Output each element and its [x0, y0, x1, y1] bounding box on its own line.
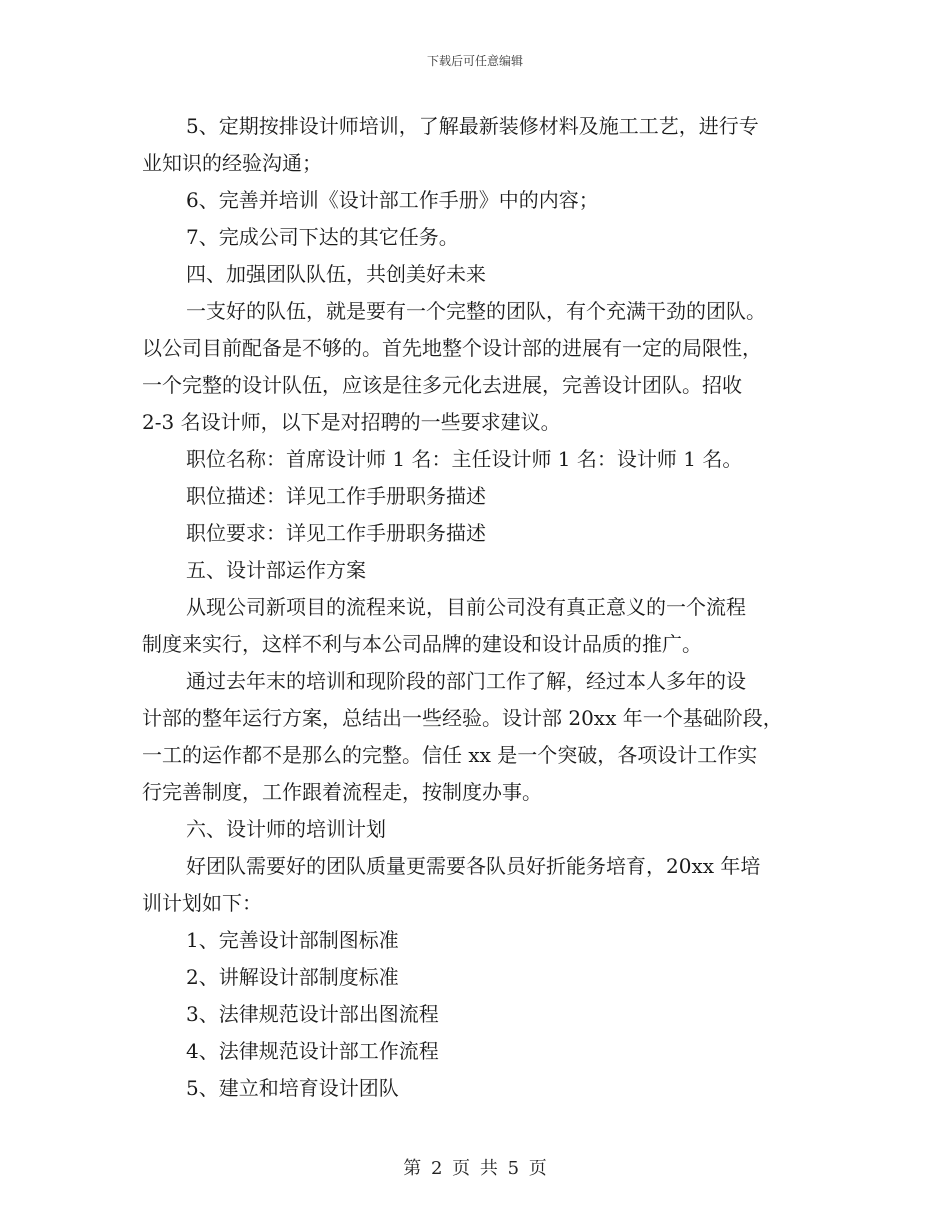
- document-body: [142, 108, 812, 1107]
- text-line: 职位描述：详见工作手册职务描述: [186, 484, 486, 508]
- text-line: 2、讲解设计部制度标准: [186, 965, 399, 989]
- text-line: 4、法律规范设计部工作流程: [186, 1039, 439, 1063]
- page-number: 第 2 页 共 5 页: [403, 1158, 547, 1179]
- text-line: 五、设计部运作方案: [186, 558, 366, 582]
- text-line: 一工的运作都不是那么的完整。信任 xx 是一个突破，各项设计工作实: [142, 743, 758, 767]
- page-header: 下载后可任意编辑: [426, 54, 523, 68]
- text-line: 好团队需要好的团队质量更需要各队员好折能务培育，20xx 年培: [186, 854, 761, 878]
- text-line: 1、完善设计部制图标准: [186, 928, 399, 952]
- text-line: 计部的整年运行方案，总结出一些经验。设计部 20xx 年一个基础阶段，: [142, 706, 783, 730]
- text-line: 职位要求：详见工作手册职务描述: [186, 521, 486, 545]
- text-line: 通过去年末的培训和现阶段的部门工作了解，经过本人多年的设: [186, 669, 746, 693]
- text-line: 职位名称：首席设计师 1 名：主任设计师 1 名：设计师 1 名。: [186, 447, 743, 471]
- text-line: 制度来实行，这样不利与本公司品牌的建设和设计品质的推广。: [142, 632, 702, 656]
- text-line: 训计划如下：: [142, 891, 262, 915]
- text-line: 以公司目前配备是不够的。首先地整个设计部的进展有一定的局限性，: [142, 336, 762, 360]
- text-line: 行完善制度，工作跟着流程走，按制度办事。: [142, 780, 542, 804]
- text-line: 从现公司新项目的流程来说，目前公司没有真正意义的一个流程: [186, 595, 746, 619]
- text-line: 六、设计师的培训计划: [186, 817, 386, 841]
- text-line: 四、加强团队队伍，共创美好未来: [186, 262, 486, 286]
- text-line: 5、建立和培育设计团队: [186, 1076, 399, 1100]
- text-line: 6、完善并培训《设计部工作手册》中的内容；: [186, 188, 599, 212]
- text-line: 5、定期按排设计师培训，了解最新装修材料及施工工艺，进行专: [186, 114, 759, 138]
- text-line: 7、完成公司下达的其它任务。: [186, 225, 459, 249]
- text-line: 一支好的队伍，就是要有一个完整的团队，有个充满干劲的团队。: [186, 299, 766, 323]
- text-line: 一个完整的设计队伍，应该是往多元化去进展，完善设计团队。招收: [142, 373, 742, 397]
- text-line: 3、法律规范设计部出图流程: [186, 1002, 439, 1026]
- text-line: 2-3 名设计师，以下是对招聘的一些要求建议。: [142, 410, 561, 434]
- text-line: 业知识的经验沟通；: [142, 151, 322, 175]
